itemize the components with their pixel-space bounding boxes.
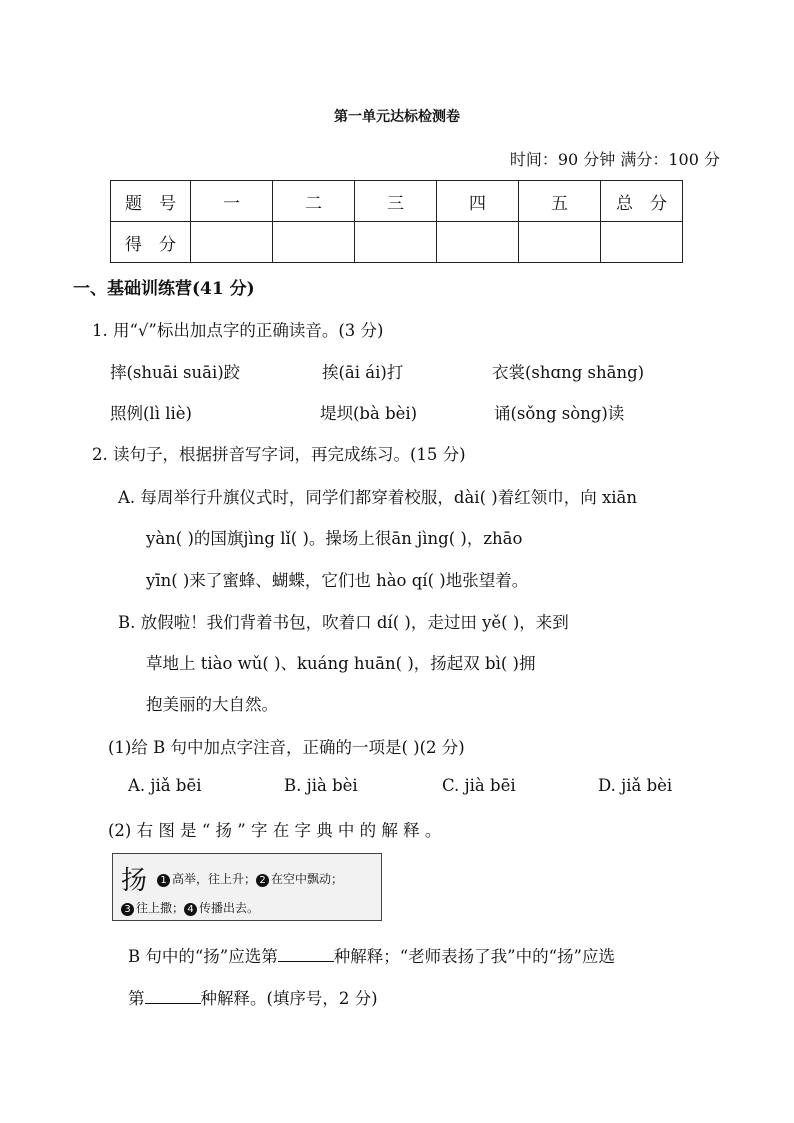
q1-item[interactable]: 挨(āi ái)打: [322, 363, 404, 382]
q2-b-line[interactable]: B. 放假啦！我们背着书包，吹着口 dí( )，走过田 yě( )，来到: [118, 613, 569, 632]
table-header-cell: 四: [437, 181, 519, 222]
q2-sub1-option[interactable]: A. jiǎ bēi: [128, 776, 202, 795]
q2-sub1-option[interactable]: C. jià bēi: [442, 776, 516, 795]
time-info: 时间：90 分钟 满分：100 分: [509, 150, 720, 169]
dictionary-entry-box: [112, 853, 382, 921]
q1-item[interactable]: 照例(lì liè): [110, 404, 192, 423]
table-header-cell: 总 分: [601, 181, 683, 222]
answer-blank[interactable]: [278, 945, 334, 962]
q2-a-line[interactable]: yàn( )的国旗jìng lǐ( )。操场上很ān jìng( )，zhāo: [146, 529, 523, 548]
q2-b-line: 抱美丽的大自然。: [146, 695, 278, 714]
q2-sub2-stem: (2) 右 图 是 “ 扬 ” 字 在 字 典 中 的 解 释 。: [108, 821, 442, 840]
q2-sub1-option[interactable]: D. jiǎ bèi: [598, 776, 673, 795]
score-table: [110, 180, 683, 263]
dictionary-character: 扬: [121, 866, 148, 896]
number-1-icon: 1: [157, 874, 170, 887]
number-4-icon: 4: [184, 903, 197, 916]
q2-sub2-answer-line-2: 第 种解释。(填序号，2 分): [128, 989, 378, 1008]
score-cell[interactable]: [355, 222, 437, 263]
table-row: [111, 181, 683, 222]
score-cell[interactable]: [273, 222, 355, 263]
question-2-stem: 2. 读句子，根据拼音写字词，再完成练习。(15 分): [92, 445, 466, 464]
score-row-label: 得 分: [111, 222, 191, 263]
table-header-cell: 三: [355, 181, 437, 222]
score-cell[interactable]: [519, 222, 601, 263]
number-2-icon: 2: [256, 874, 269, 887]
table-header-cell: 五: [519, 181, 601, 222]
page-title: 第一单元达标检测卷: [334, 109, 460, 125]
number-3-icon: 3: [121, 903, 134, 916]
section-title: 一、基础训练营(41 分): [73, 279, 255, 299]
score-cell[interactable]: [191, 222, 273, 263]
q1-item[interactable]: 诵(sǒng sòng)读: [494, 404, 625, 423]
q2-sub1-option[interactable]: B. jià bèi: [284, 776, 358, 795]
table-header-cell: 题 号: [111, 181, 191, 222]
score-cell[interactable]: [437, 222, 519, 263]
table-row: [111, 222, 683, 263]
q1-item[interactable]: 摔(shuāi suāi)跤: [110, 363, 241, 382]
q1-item[interactable]: 堤坝(bà bèi): [320, 404, 418, 423]
dictionary-line-1: 1 高举，往上升； 2 在空中飘动；: [157, 870, 343, 887]
q1-item[interactable]: 衣裳(shɑng shāng): [492, 363, 645, 382]
question-1-stem: 1. 用“√”标出加点字的正确读音。(3 分): [92, 321, 384, 340]
q2-a-line[interactable]: A. 每周举行升旗仪式时，同学们都穿着校服，dài( )着红领巾，向 xiān: [118, 488, 637, 507]
table-header-cell: 一: [191, 181, 273, 222]
score-cell[interactable]: [601, 222, 683, 263]
table-header-cell: 二: [273, 181, 355, 222]
answer-blank[interactable]: [145, 987, 201, 1004]
q2-a-line[interactable]: yīn( )来了蜜蜂、蝴蝶，它们也 hào qí( )地张望着。: [146, 571, 529, 590]
q2-sub2-answer-line-1: B 句中的“扬”应选第 种解释；“老师表扬了我”中的“扬”应选: [128, 947, 615, 966]
q2-b-line[interactable]: 草地上 tiào wǔ( )、kuáng huān( )，扬起双 bì( )拥: [146, 654, 536, 673]
q2-sub1-stem: (1)给 B 句中加点字注音，正确的一项是( )(2 分): [108, 738, 465, 757]
dictionary-line-2: 3 往上撒； 4 传播出去。: [121, 899, 259, 916]
